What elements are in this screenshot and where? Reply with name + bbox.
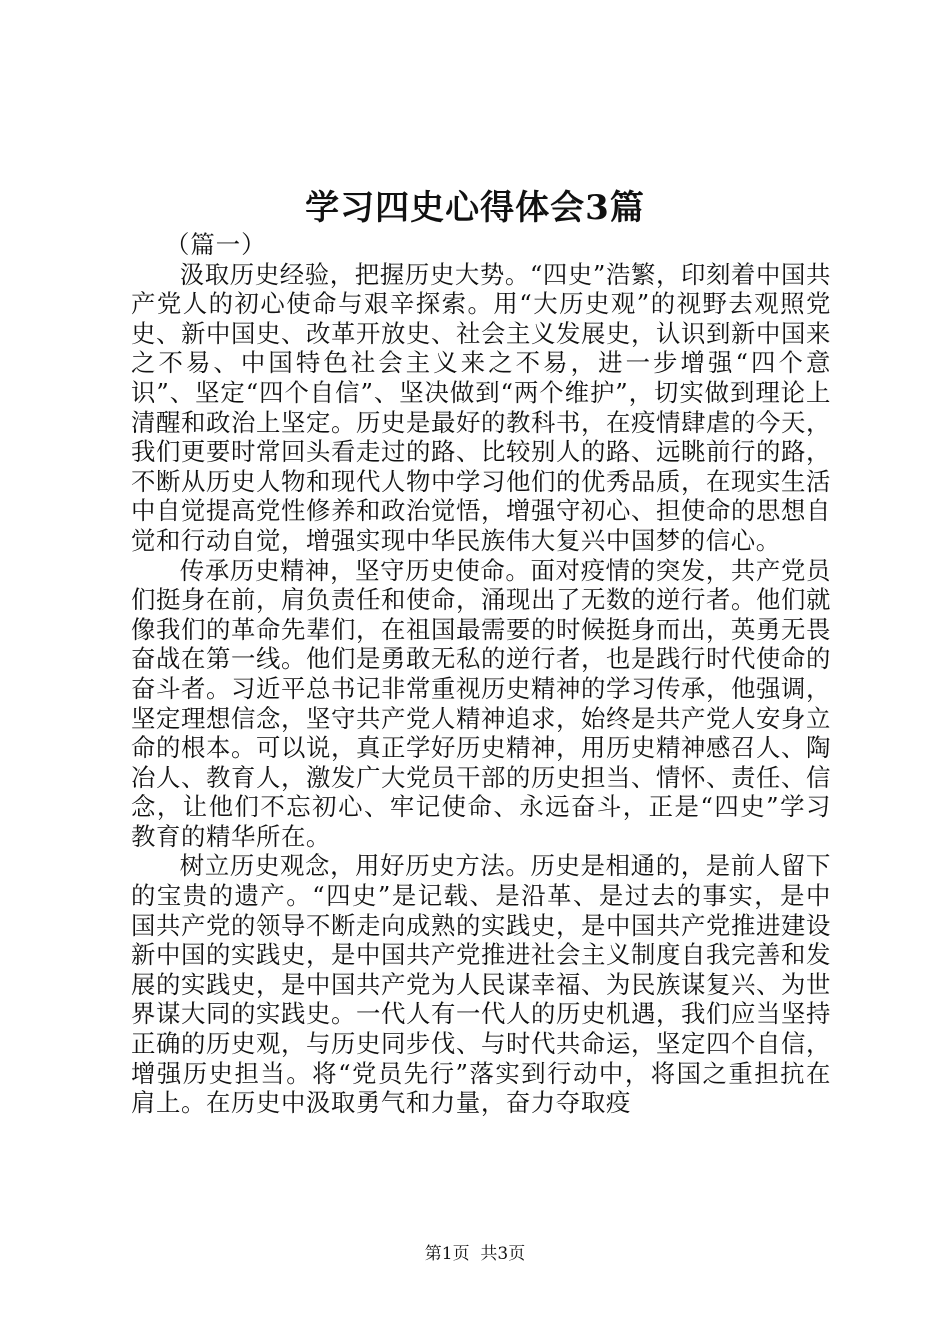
page-number: 第1页 共3页 xyxy=(424,1244,526,1264)
document-title: 学习四史心得体会3篇 xyxy=(305,188,645,228)
document-body xyxy=(131,230,831,1118)
paragraph-3: 树立历史观念，用好历史方法。历史是相通的，是前人留下的宝贵的遗产。“四史”是记载、是沿革、是过去的事实，是中国共产党的领导不断走向成熟的实践史，是中国共产党推进建设新中国的实践史，是中国共产党推进社会主义制度自我完善和发展的实践史，是中国共产党为人民谋幸福、为民族谋复兴、为世界谋大同的实践史。一代人有一代人的历史机遇，我们应当坚持正确的历史观，与历史同步伐、与时代共命运，坚定四个自信，增强历史担当。将“党员先行”落实到行动中，将国之重担抗在肩上。在历史中汲取勇气和力量，奋力夺取疫 xyxy=(131,851,831,1118)
paragraph-1: 汲取历史经验，把握历史大势。“四史”浩繁，印刻着中国共产党人的初心使命与艰辛探索。用“大历史观”的视野去观照党史、新中国史、改革开放史、社会主义发展史，认识到新中国来之不易、中国特色社会主义来之不易，进一步增强“四个意识”、坚定“四个自信”、坚决做到“两个维护”，切实做到理论上清醒和政治上坚定。历史是最好的教科书，在疫情肆虐的今天，我们更要时常回头看走过的路、比较别人的路、远眺前行的路，不断从历史人物和现代人物中学习他们的优秀品质，在现实生活中自觉提高党性修养和政治觉悟，增强守初心、担使命的思想自觉和行动自觉，增强实现中华民族伟大复兴中国梦的信心。 xyxy=(131,259,831,555)
page-footer xyxy=(0,1242,950,1266)
paragraph-2: 传承历史精神，坚守历史使命。面对疫情的突发，共产党员们挺身在前，肩负责任和使命，涌现出了无数的逆行者。他们就像我们的革命先辈们，在祖国最需要的时候挺身而出，英勇无畏奋战在第一线。他们是勇敢无私的逆行者，也是践行时代使命的奋斗者。习近平总书记非常重视历史精神的学习传承，他强调，坚定理想信念，坚守共产党人精神追求，始终是共产党人安身立命的根本。可以说，真正学好历史精神，用历史精神感召人、陶冶人、教育人，激发广大党员干部的历史担当、情怀、责任、信念，让他们不忘初心、牢记使命、永远奋斗，正是“四史”学习教育的精华所在。 xyxy=(131,555,831,851)
section-label: （篇一） xyxy=(165,230,267,259)
